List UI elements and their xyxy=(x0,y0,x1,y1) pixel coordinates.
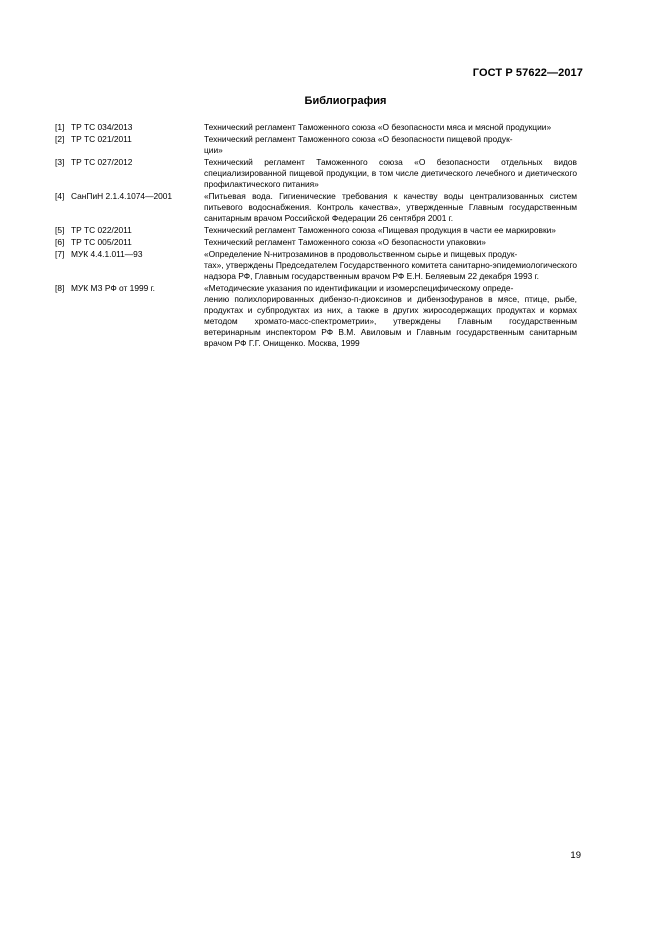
reference-number: [8] xyxy=(55,283,65,293)
bibliography-item xyxy=(55,157,577,190)
document-code: ГОСТ Р 57622—2017 xyxy=(472,67,583,79)
reference-number: [3] xyxy=(55,157,65,167)
bibliography-item xyxy=(55,122,577,133)
reference-number: [5] xyxy=(55,225,65,235)
reference-text: «Питьевая вода. Гигиенические требования к качеству воды централизованных систем питьевого водоснабжения. Контроль качества», утвержденные Главным государственным санитарным врачом Российской Федерации 26 сентября 2001 г. xyxy=(204,191,577,223)
bibliography-list xyxy=(55,122,577,350)
bibliography-item xyxy=(55,237,577,248)
reference-code: ТР ТС 005/2011 xyxy=(71,237,132,247)
reference-code: МУК 4.4.1.011—93 xyxy=(71,249,143,259)
page-title: Библиография xyxy=(304,95,387,107)
reference-code: ТР ТС 034/2013 xyxy=(71,122,133,132)
reference-text: Технический регламент Таможенного союза «О безопасности пищевой продук- ции» xyxy=(204,134,513,155)
reference-text: Технический регламент Таможенного союза «О безопасности отдельных видов специализированной пищевой продукции, в том числе диетического лечебного и диетического профилактического питания» xyxy=(204,157,577,189)
reference-number: [6] xyxy=(55,237,65,247)
reference-text: «Методические указания по идентификации и изомерспецифическому опреде- лению полихлорированных дибензо-п-диоксинов и дибензофуранов в мясе, птице, рыбе, продуктах и субпродуктах из них, а также в других жиросодержащих продуктах и кормах методом хромато-масс-спектрометрии», утверждены Главным государственным ветеринарным инспектором РФ В.М. Авиловым и Главным государственным санитарным врачом РФ Г.Г. Онищенко. Москва, 1999 xyxy=(204,283,577,348)
reference-text: «Определение N-нитрозаминов в продовольственном сырье и пищевых продук- тах», утверждены Председателем Государственного комитета санитарно-эпидемиологического надзора РФ, Главным государственным врачом РФ Е.Н. Беляевым 22 декабря 1993 г. xyxy=(204,249,577,281)
bibliography-item xyxy=(55,249,577,282)
reference-code: ТР ТС 022/2011 xyxy=(71,225,132,235)
bibliography-item xyxy=(55,225,577,236)
bibliography-item xyxy=(55,191,577,224)
page-number: 19 xyxy=(570,850,581,861)
bibliography-item xyxy=(55,134,577,156)
reference-number: [2] xyxy=(55,134,65,144)
reference-code: ТР ТС 027/2012 xyxy=(71,157,133,167)
reference-code: СанПиН 2.1.4.1074—2001 xyxy=(71,191,173,201)
reference-text: Технический регламент Таможенного союза «Пищевая продукция в части ее маркировки» xyxy=(204,225,556,235)
reference-code: МУК МЗ РФ от 1999 г. xyxy=(71,283,156,293)
reference-number: [7] xyxy=(55,249,65,259)
reference-number: [1] xyxy=(55,122,65,132)
reference-text: Технический регламент Таможенного союза «О безопасности упаковки» xyxy=(204,237,486,247)
reference-number: [4] xyxy=(55,191,65,201)
reference-text: Технический регламент Таможенного союза «О безопасности мяса и мясной продукции» xyxy=(204,122,552,132)
reference-code: ТР ТС 021/2011 xyxy=(71,134,132,144)
bibliography-item xyxy=(55,283,577,349)
